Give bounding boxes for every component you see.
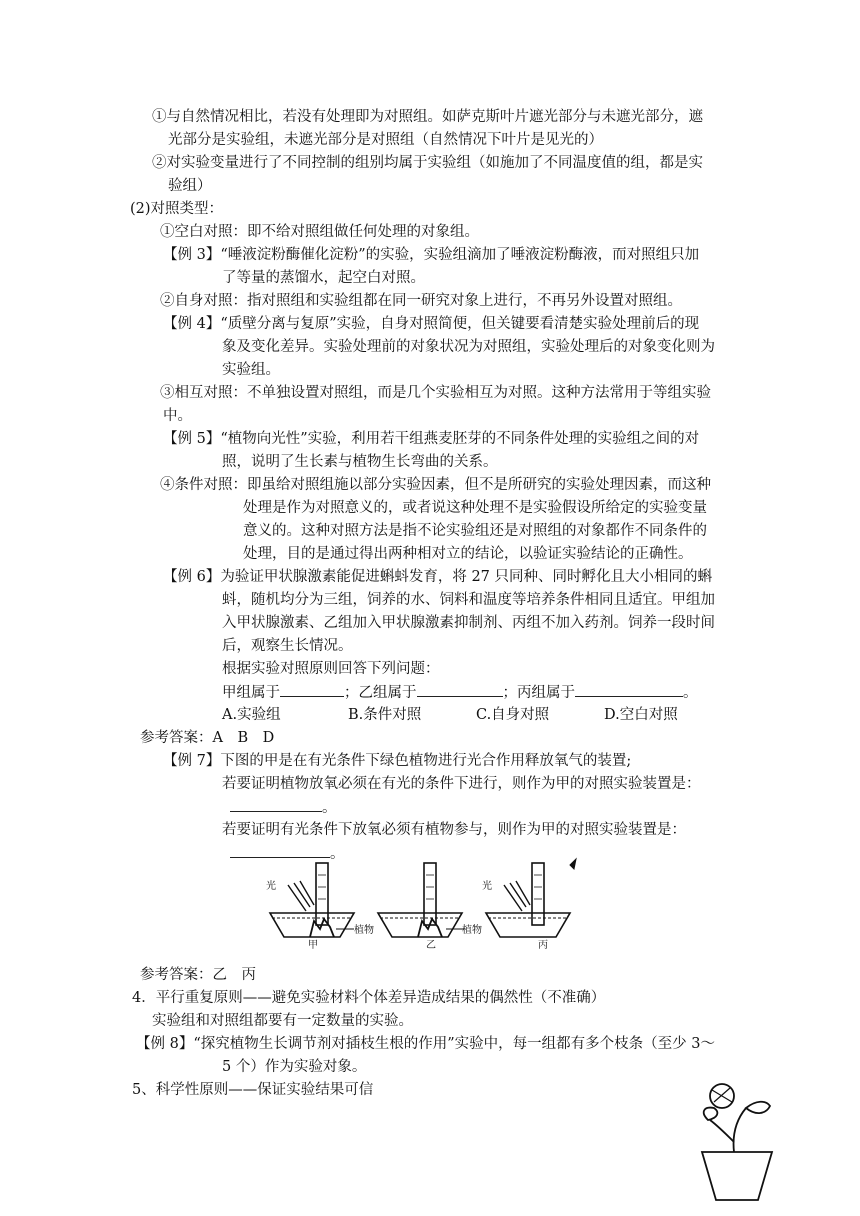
section-heading: 4．平行重复原则——避免实验材料个体差异造成结果的偶然性（不准确） xyxy=(132,990,606,1006)
text-line: ③相互对照：不单独设置对照组，而是几个实验相互为对照。这种方法常用于等组实验 xyxy=(160,385,711,401)
answer-blank[interactable] xyxy=(280,682,344,697)
option-a: A.实验组 xyxy=(222,707,281,723)
option-b: B.条件对照 xyxy=(348,707,422,723)
label-light: 光 xyxy=(482,881,492,892)
example-line: 【例 3】“唾液淀粉酶催化淀粉”的实验，实验组滴加了唾液淀粉酶液，而对照组只加 xyxy=(163,247,700,263)
answer-blank[interactable] xyxy=(417,682,503,697)
punctuation: 。 xyxy=(322,800,337,816)
example-line: 【例 8】“探究植物生长调节剂对插枝生根的作用”实验中，每一组都有多个枝条（至少 3～ xyxy=(136,1036,715,1052)
text-line: 实验组。 xyxy=(222,362,280,378)
question-text: ；丙组属于 xyxy=(502,685,575,701)
text-line: 若要证明植物放氧必须在有光的条件下进行，则作为甲的对照实验装置是： xyxy=(222,776,701,792)
label-yi: 乙 xyxy=(426,940,436,950)
question-text: 。 xyxy=(683,685,698,701)
text-line: 蚪，随机均分为三组，饲养的水、饲料和温度等培养条件相同且适宜。甲组加 xyxy=(222,592,715,608)
text-line: ④条件对照：即虽给对照组施以部分实验因素，但不是所研究的实验处理因素，而这种 xyxy=(160,477,711,493)
text-line: 处理，目的是通过得出两种相对立的结论，以验证实验结论的正确性。 xyxy=(243,546,693,562)
option-d: D.空白对照 xyxy=(604,707,678,723)
label-bing: 丙 xyxy=(538,940,548,950)
text-line: 实验组和对照组都要有一定数量的实验。 xyxy=(152,1013,413,1029)
example-line: 【例 7】下图的甲是在有光条件下绿色植物进行光合作用释放氧气的装置; xyxy=(163,753,632,769)
text-line: 象及变化差异。实验处理前的对象状况为对照组，实验处理后的对象变化则为 xyxy=(222,339,715,355)
text-line: 5 个）作为实验对象。 xyxy=(222,1059,367,1075)
text-line: 了等量的蒸馏水，起空白对照。 xyxy=(222,270,425,286)
text-line: 意义的。这种对照方法是指不论实验组还是对照组的对象都作不同条件的 xyxy=(243,523,707,539)
text-line: ②自身对照：指对照组和实验组都在同一研究对象上进行，不再另外设置对照组。 xyxy=(160,293,682,309)
experiment-figure xyxy=(250,855,590,950)
text-line: 中。 xyxy=(163,408,192,424)
example-line: 【例 5】“植物向光性”实验，利用若干组燕麦胚芽的不同条件处理的实验组之间的对 xyxy=(163,431,700,447)
text-line: ②对实验变量进行了不同控制的组别均属于实验组（如施加了不同温度值的组，都是实 xyxy=(152,155,703,171)
label-light: 光 xyxy=(266,881,276,892)
answer-blank[interactable] xyxy=(230,797,322,812)
text-line: ①与自然情况相比，若没有处理即为对照组。如萨克斯叶片遮光部分与未遮光部分，遮 xyxy=(152,109,703,125)
text-line: ①空白对照：即不给对照组做任何处理的对象组。 xyxy=(160,224,479,240)
text-line: 后，观察生长情况。 xyxy=(222,638,353,654)
punctuation: 。 xyxy=(330,846,345,862)
text-line: 验组） xyxy=(168,178,212,194)
answer-key: 参考答案：A B D xyxy=(140,730,275,746)
text-line: 若要证明有光条件下放氧必须有植物参与，则作为甲的对照实验装置是： xyxy=(222,822,686,838)
question-text: 甲组属于 xyxy=(222,685,280,701)
example-line: 【例 6】为验证甲状腺激素能促进蝌蚪发育，将 27 只同种、同时孵化且大小相同的蝌 xyxy=(163,569,713,585)
text-line: 处理是作为对照意义的，或者说这种处理不是实验假设所给定的实验变量 xyxy=(243,500,707,516)
question-text: ；乙组属于 xyxy=(344,685,417,701)
example-line: 【例 4】“质壁分离与复原”实验，自身对照简便，但关键要看清楚实验处理前后的现 xyxy=(163,316,700,332)
text-line: 入甲状腺激素、乙组加入甲状腺激素抑制剂、丙组不加入药剂。饲养一段时间 xyxy=(222,615,715,631)
answer-options xyxy=(222,705,678,725)
label-plant: 植物 xyxy=(462,925,482,936)
label-jia: 甲 xyxy=(308,940,318,950)
option-c: C.自身对照 xyxy=(476,707,550,723)
section-heading: 5、科学性原则——保证实验结果可信 xyxy=(132,1082,374,1098)
fill-line xyxy=(230,797,337,818)
label-plant: 植物 xyxy=(354,925,374,936)
answer-key: 参考答案：乙 丙 xyxy=(140,967,256,983)
text-line: 光部分是实验组，未遮光部分是对照组（自然情况下叶片是见光的） xyxy=(168,132,603,148)
answer-blank[interactable] xyxy=(575,682,683,697)
potted-plant-figure xyxy=(686,1076,786,1206)
text-line: 根据实验对照原则回答下列问题： xyxy=(222,661,440,677)
text-line: 照，说明了生长素与植物生长弯曲的关系。 xyxy=(222,454,498,470)
fill-in-question xyxy=(222,682,698,703)
section-heading: (2)对照类型： xyxy=(130,201,224,217)
